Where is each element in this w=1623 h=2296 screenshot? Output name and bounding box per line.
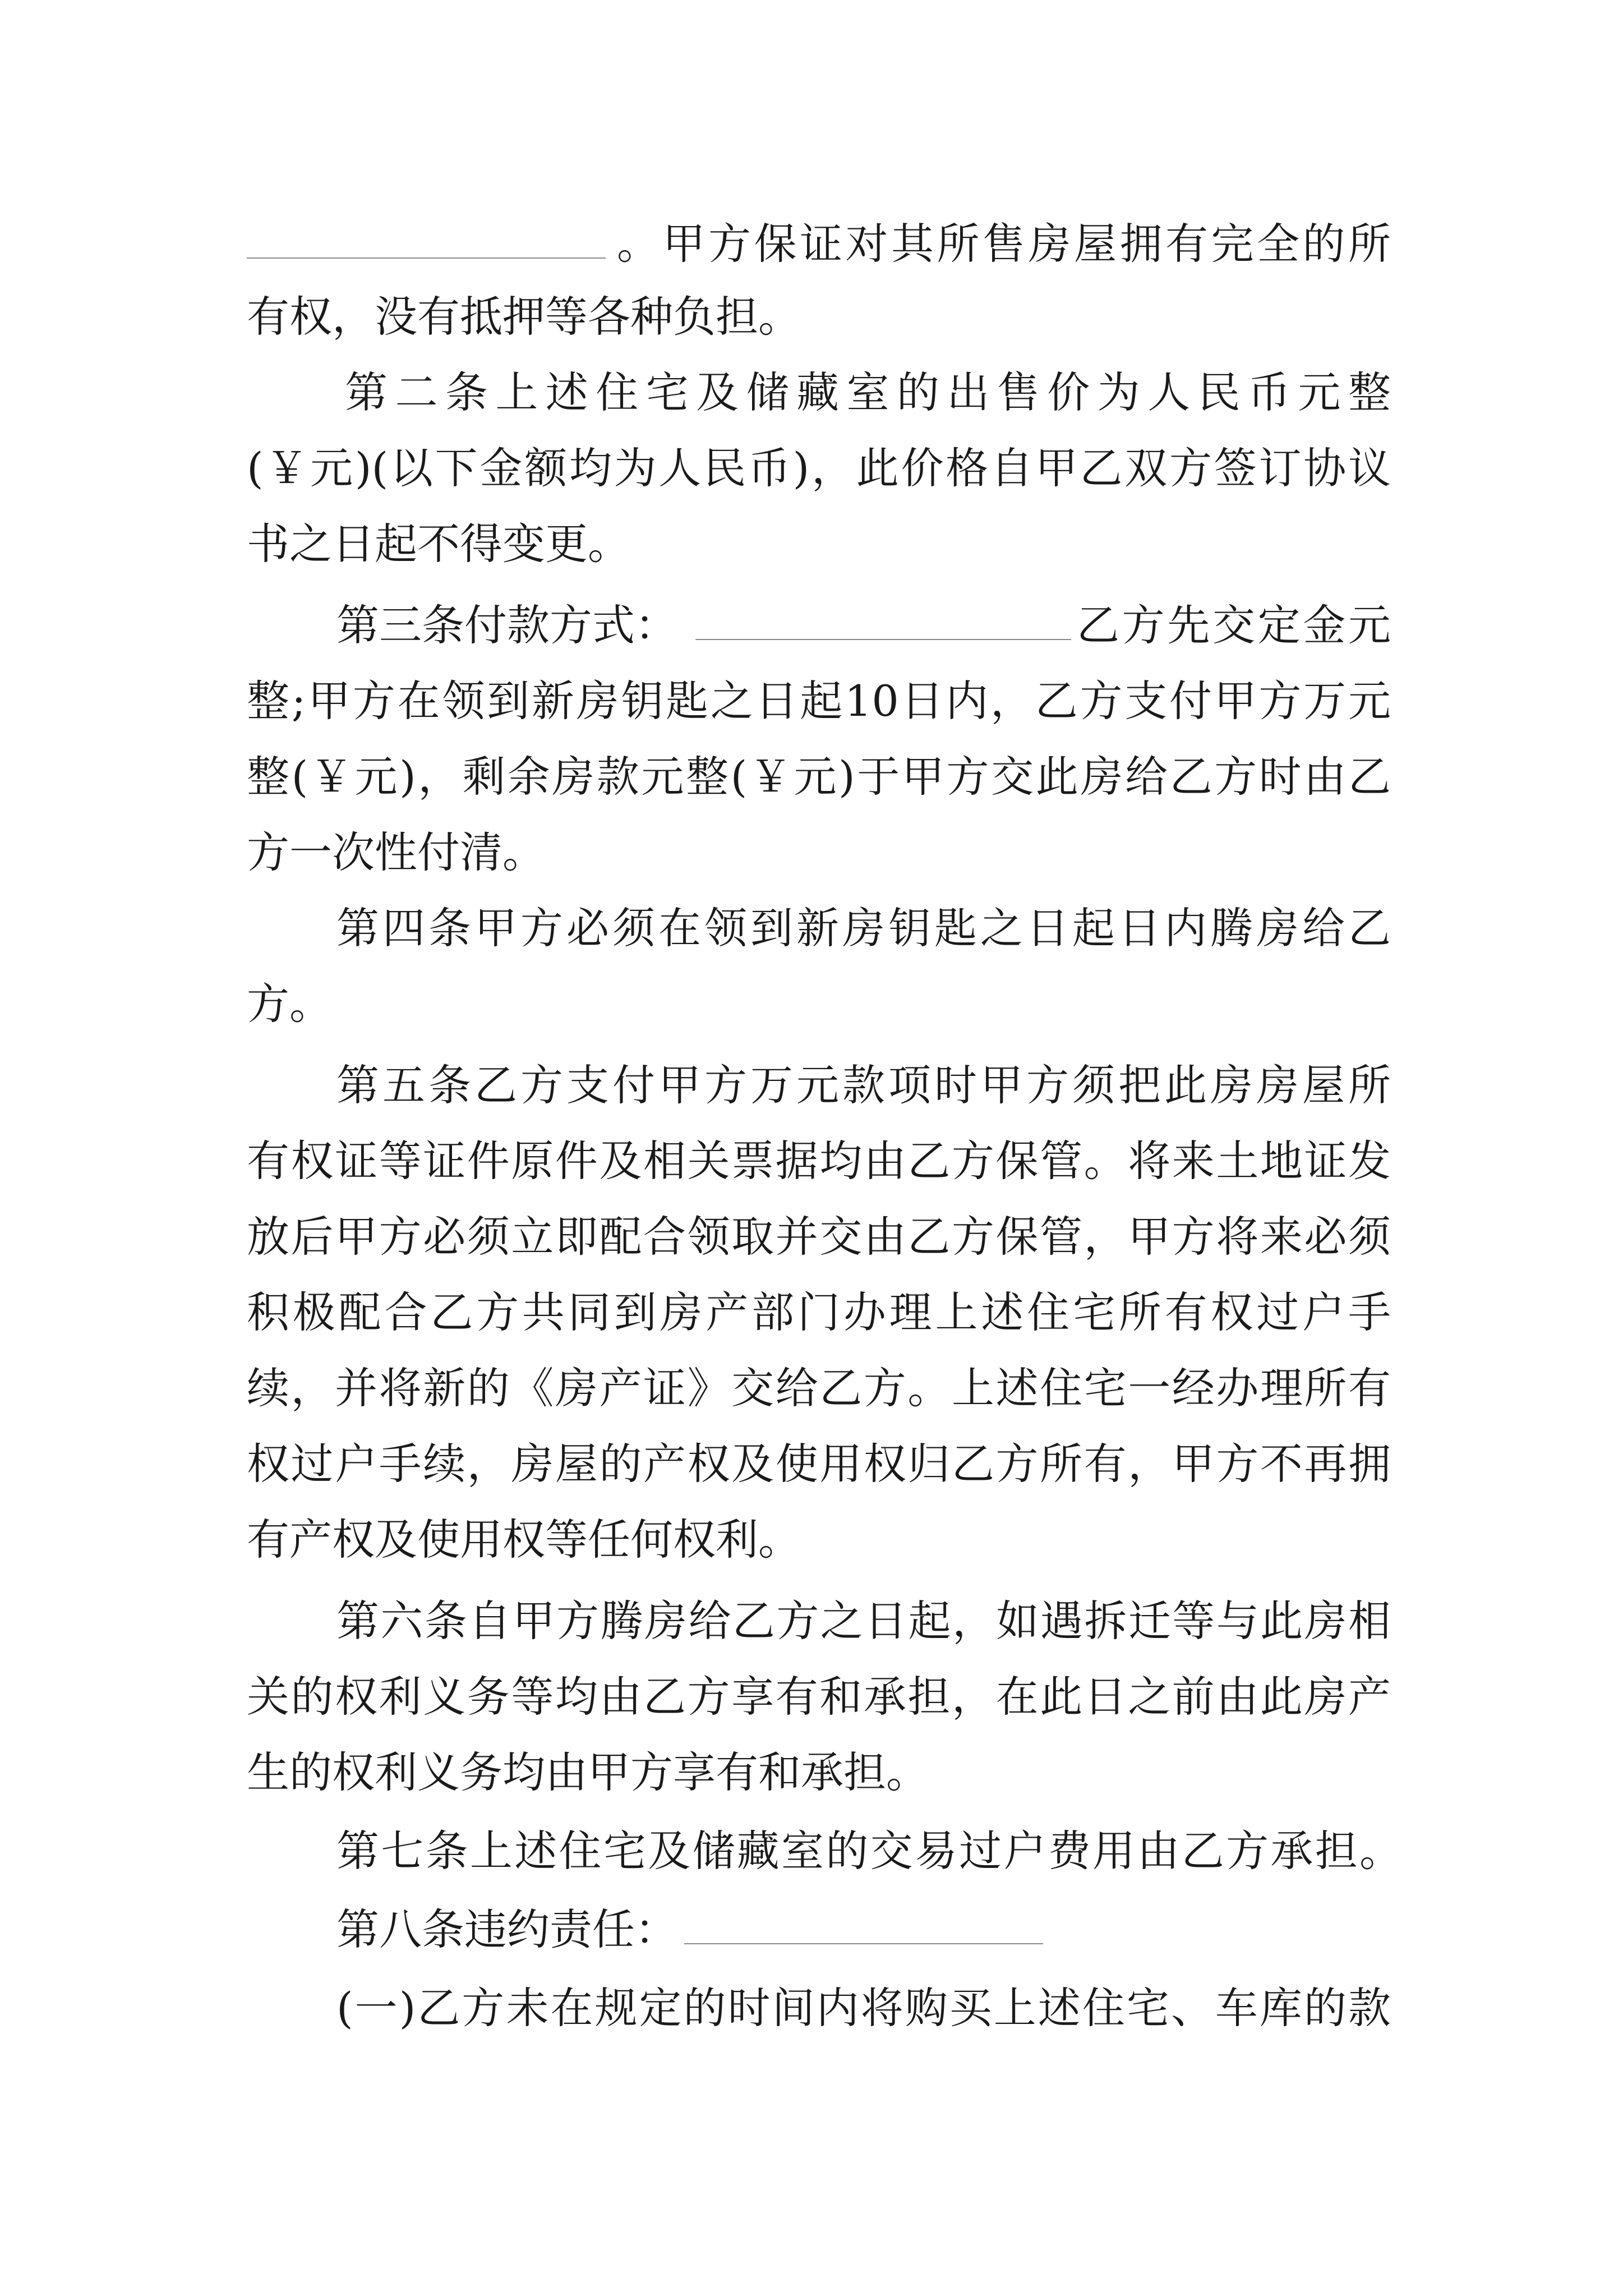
paragraph-line-17: 权过户手续，房屋的产权及使用权归乙方所有，甲方不再拥 [247,1439,1391,1489]
paragraph-line-1 [247,213,1391,275]
paragraph-line-21: 生的权利义务均由甲方享有和承担。 [247,1747,929,1797]
paragraph-line-22: 第七条上述住宅及储藏室的交易过户费用由乙方承担。 [336,1826,1402,1876]
paragraph-line-6 [336,595,1391,656]
fill-in-blank [695,595,1071,656]
paragraph-line-14: 放后甲方必须立即配合领取并交由乙方保管，甲方将来必须 [247,1212,1391,1262]
paragraph-line-13: 有权证等证件原件及相关票据均由乙方保管。将来土地证发 [247,1136,1391,1186]
paragraph-line-2: 有权，没有抵押等各种负担。 [247,292,801,342]
paragraph-line-4: (￥元)(以下金额均为人民币)，此价格自甲乙双方签订协议 [247,443,1391,493]
paragraph-line-16: 续，并将新的《房产证》交给乙方。上述住宅一经办理所有 [247,1363,1391,1413]
paragraph-line-12: 第五条乙方支付甲方万元款项时甲方须把此房房屋所 [336,1060,1391,1110]
line-text: 第三条付款方式： [336,600,677,650]
fill-in-blank [247,213,606,275]
paragraph-line-11: 方。 [247,979,332,1029]
paragraph-line-15: 积极配合乙方共同到房产部门办理上述住宅所有权过户手 [247,1287,1391,1337]
paragraph-line-10: 第四条甲方必须在领到新房钥匙之日起日内腾房给乙 [336,903,1391,953]
paragraph-line-5: 书之日起不得变更。 [247,519,630,569]
line-text: 。甲方保证对其所售房屋拥有完全的所 [617,219,1391,269]
line-text: 第八条违约责任： [336,1904,677,1954]
paragraph-line-9: 方一次性付清。 [247,827,545,877]
line-text: 乙方先交定金元 [1077,600,1391,650]
paragraph-line-7: 整;甲方在领到新房钥匙之日起10日内，乙方支付甲方万元 [247,676,1391,726]
paragraph-line-8: 整(￥元)，剩余房款元整(￥元)于甲方交此房给乙方时由乙 [247,752,1391,802]
paragraph-line-18: 有产权及使用权等任何权利。 [247,1515,801,1565]
paragraph-line-3: 第二条上述住宅及储藏室的出售价为人民币元整 [345,367,1391,417]
fill-in-blank [684,1899,1043,1961]
paragraph-line-24: (一)乙方未在规定的时间内将购买上述住宅、车库的款 [336,1983,1391,2033]
paragraph-line-20: 关的权利义务等均由乙方享有和承担，在此日之前由此房产 [247,1672,1391,1722]
paragraph-line-19: 第六条自甲方腾房给乙方之日起，如遇拆迁等与此房相 [336,1596,1391,1646]
paragraph-line-23 [336,1899,1391,1961]
